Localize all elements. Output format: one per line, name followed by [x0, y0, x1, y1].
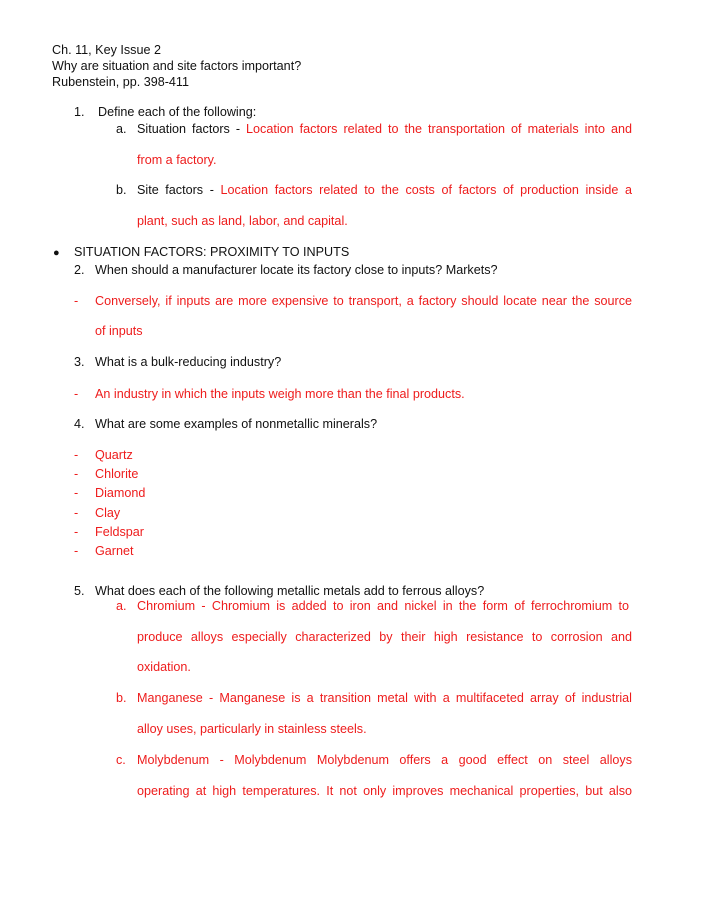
list-item: Quartz — [95, 448, 133, 462]
dash-marker: - — [74, 294, 79, 308]
dash-marker: - — [74, 544, 79, 558]
answer-text: Location factors related to the costs of factors of production inside a — [220, 183, 633, 197]
source-reference: Rubenstein, pp. 398-411 — [52, 75, 189, 89]
list-item: Chlorite — [95, 467, 139, 481]
answer-text: Chromium - Chromium is added to iron and nickel in the form of ferrochromium to — [137, 599, 629, 613]
chapter-heading: Ch. 11, Key Issue 2 — [52, 43, 161, 57]
question-number: 2. — [74, 263, 85, 277]
question-text: Define each of the following: — [98, 105, 257, 119]
item-marker: a. — [116, 599, 127, 613]
answer-text: oxidation. — [137, 660, 191, 674]
dash-marker: - — [74, 525, 79, 539]
item-marker: b. — [116, 183, 127, 197]
question-text: When should a manufacturer locate its factory close to inputs? Markets? — [95, 263, 498, 277]
item-marker: c. — [116, 753, 126, 767]
item-marker: a. — [116, 122, 127, 136]
answer-text: produce alloys especially characterized by their high resistance to corrosion and — [137, 630, 632, 644]
question-text: What are some examples of nonmetallic minerals? — [95, 417, 378, 431]
answer-text: Location factors related to the transportation of materials into and — [246, 122, 632, 136]
answer-text: An industry in which the inputs weigh more than the final products. — [95, 387, 465, 401]
list-item: Garnet — [95, 544, 134, 558]
bullet-icon: ● — [53, 247, 60, 259]
dash-marker: - — [74, 506, 79, 520]
term-label: Site factors - — [137, 183, 214, 197]
answer-line — [137, 121, 632, 137]
answer-text: Manganese - Manganese is a transition metal with a multifaceted array of industrial — [137, 691, 632, 705]
answer-text: of inputs — [95, 324, 143, 338]
term-label: Situation factors - — [137, 122, 241, 136]
dash-marker: - — [74, 387, 79, 401]
list-item: Clay — [95, 506, 121, 520]
answer-text: from a factory. — [137, 153, 217, 167]
list-item: Diamond — [95, 486, 146, 500]
answer-text: Molybdenum - Molybdenum Molybdenum offers a good effect on steel alloys — [137, 753, 632, 767]
answer-text: operating at high temperatures. It not only improves mechanical properties, but also — [137, 784, 632, 798]
question-text: What is a bulk-reducing industry? — [95, 355, 282, 369]
item-marker: b. — [116, 691, 127, 705]
question-text: What does each of the following metallic metals add to ferrous alloys? — [95, 584, 485, 598]
question-number: 1. — [74, 105, 85, 119]
dash-marker: - — [74, 448, 79, 462]
answer-text: alloy uses, particularly in stainless steels. — [137, 722, 367, 736]
section-heading: SITUATION FACTORS: PROXIMITY TO INPUTS — [74, 245, 350, 259]
question-number: 3. — [74, 355, 85, 369]
answer-text: plant, such as land, labor, and capital. — [137, 214, 348, 228]
list-item: Feldspar — [95, 525, 144, 539]
key-issue-question: Why are situation and site factors important? — [52, 59, 302, 73]
dash-marker: - — [74, 467, 79, 481]
answer-text: Conversely, if inputs are more expensive to transport, a factory should locate near the source — [95, 294, 632, 308]
question-number: 5. — [74, 584, 85, 598]
question-number: 4. — [74, 417, 85, 431]
answer-line — [137, 182, 632, 198]
dash-marker: - — [74, 486, 79, 500]
